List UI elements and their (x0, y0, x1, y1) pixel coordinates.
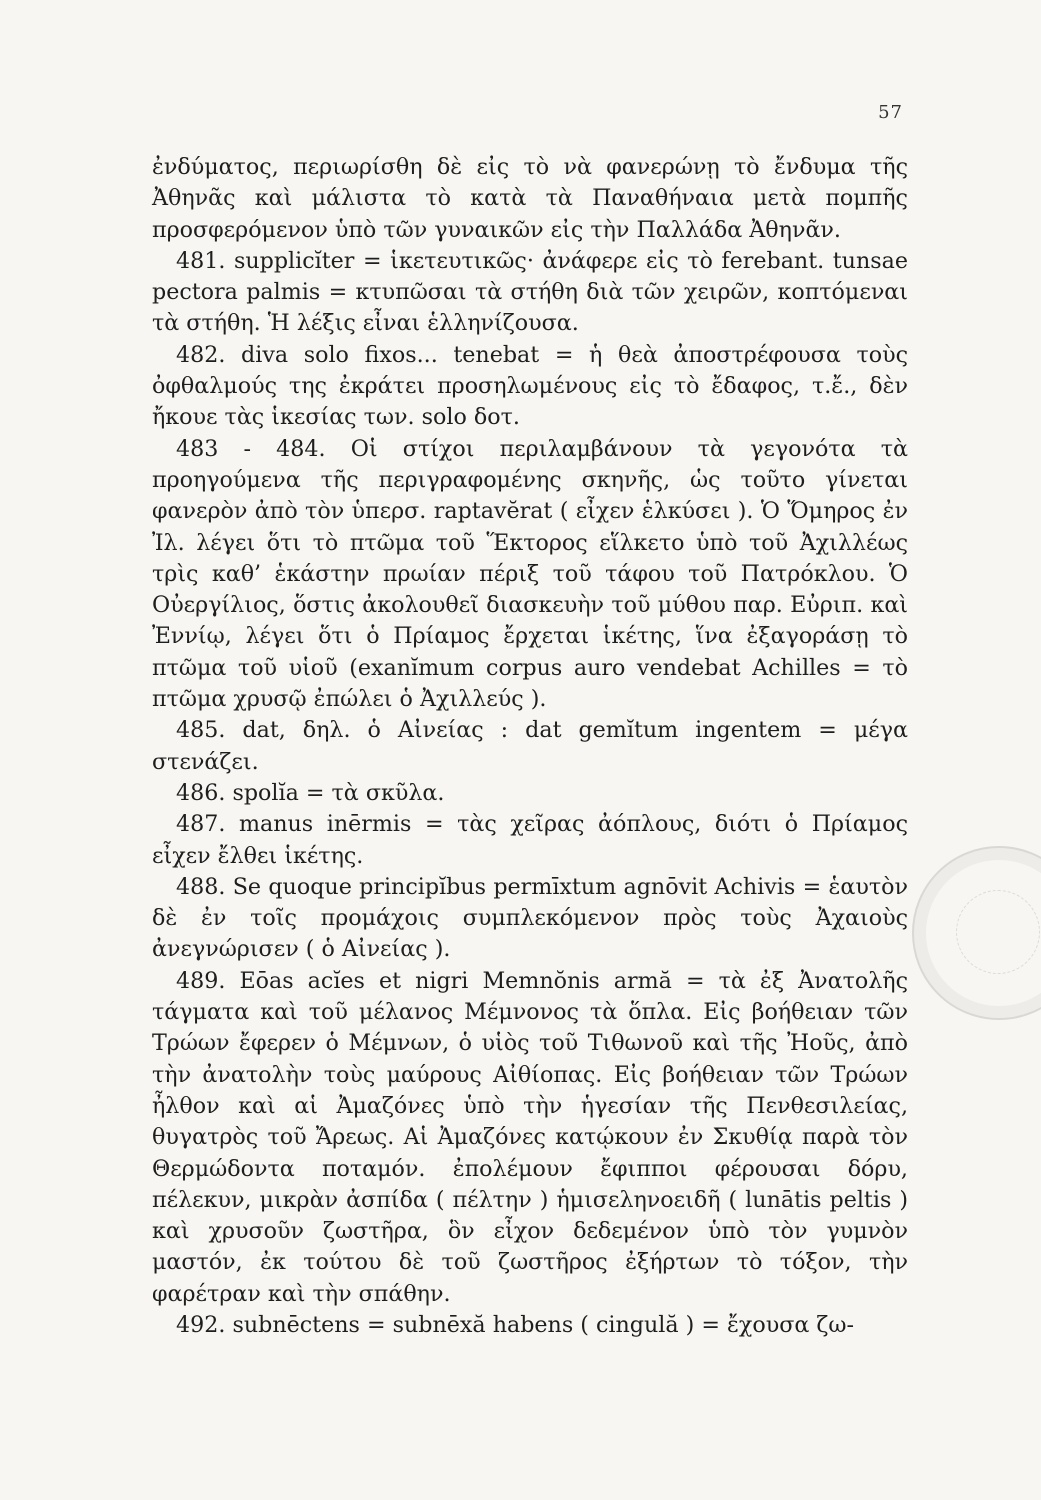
paragraph-492: 492. subnēctens = subnēxă habens ( cingulă ) = ἔχουσα ζω- (176, 1311, 855, 1338)
page-number: 57 (878, 102, 903, 123)
page-body (152, 152, 908, 1341)
library-stamp (912, 846, 1041, 1020)
paragraph-485: 485. dat, δηλ. ὁ Αἰνείας : dat gemĭtum ingentem = μέγα στενάζει. (152, 717, 908, 775)
paragraph-482: 482. diva solo fixos... tenebat = ἡ θεὰ ἀποστρέφουσα τοὺς ὀφθαλμούς της ἐκράτει προσηλωμένους εἰς τὸ ἔδαφος, τ.ἔ., δὲν ἤκουε τὰς ἱκεσίας των. solo δοτ. (152, 341, 908, 431)
paragraph-481: 481. supplicĭter = ἱκετευτικῶς· ἀνάφερε εἰς τὸ ferebant. tunsae pectora palmis = κτυπῶσαι τὰ στήθη διὰ τῶν χειρῶν, κοπτόμεναι τὰ στήθη. Ἡ λέξις εἶναι ἑλληνίζουσα. (152, 247, 908, 337)
paragraph-486: 486. spolĭa = τὰ σκῦλα. (176, 779, 445, 806)
paragraph-489: 489. Eōas acĭes et nigri Memnŏnis armă = τὰ ἐξ Ἀνατολῆς τάγματα καὶ τοῦ μέλανος Μέμνονος τὰ ὅπλα. Εἰς βοήθειαν τῶν Τρώων ἔφερεν ὁ Μέμνων, ὁ υἱὸς τοῦ Τιθωνοῦ καὶ τῆς Ἠοῦς, ἀπὸ τὴν ἀνατολὴν τοὺς μαύρους Αἰθίοπας. Εἰς βοήθειαν τῶν Τρώων ἦλθον καὶ αἱ Ἀμαζόνες ὑπὸ τὴν ἡγεσίαν τῆς Πενθεσιλείας, θυγατρὸς τοῦ Ἄρεως. Αἱ Ἀμαζόνες κατῴκουν ἐν Σκυθίᾳ παρὰ τὸν Θερμώδοντα ποταμόν. ἐπολέμουν ἔφιπποι φέρουσαι δόρυ, πέλεκυν, μικρὰν ἀσπίδα ( πέλτην ) ἡμισεληνοειδῆ ( lunātis peltis ) καὶ χρυσοῦν ζωστῆρα, ὃν εἶχον δεδεμένον ὑπὸ τὸν γυμνὸν μαστόν, ἐκ τούτου δὲ τοῦ ζωστῆρος ἐξήρτων τὸ τόξον, τὴν φαρέτραν καὶ τὴν σπάθην. (152, 967, 908, 1307)
paragraph-487: 487. manus inērmis = τὰς χεῖρας ἀόπλους, διότι ὁ Πρίαμος εἶχεν ἔλθει ἱκέτης. (152, 811, 908, 869)
paragraph-488: 488. Se quoque principĭbus permīxtum agnōvit Achivis = ἑαυτὸν δὲ ἐν τοῖς προμάχοις συμπλεκόμενον πρὸς τοὺς Ἀχαιοὺς ἀνεγνώρισεν ( ὁ Αἰνείας ). (152, 873, 908, 963)
paragraph-483-484: 483 - 484. Οἱ στίχοι περιλαμβάνουν τὰ γεγονότα τὰ προηγούμενα τῆς περιγραφομένης σκηνῆς, ὡς τοῦτο γίνεται φανερὸν ἀπὸ τὸν ὑπερσ. raptavĕrat ( εἶχεν ἑλκύσει ). Ὁ Ὅμηρος ἐν Ἰλ. λέγει ὅτι τὸ πτῶμα τοῦ Ἕκτορος εἵλκετο ὑπὸ τοῦ Ἀχιλλέως τρὶς καθ’ ἑκάστην πρωίαν πέριξ τοῦ τάφου τοῦ Πατρόκλου. Ὁ Οὐεργίλιος, ὅστις ἀκολουθεῖ διασκευὴν τοῦ μύθου παρ. Εὐριπ. καὶ Ἐννίῳ, λέγει ὅτι ὁ Πρίαμος ἔρχεται ἱκέτης, ἵνα ἐξαγοράσῃ τὸ πτῶμα τοῦ υἱοῦ (exanĭmum corpus auro vendebat Achilles = τὸ πτῶμα χρυσῷ ἐπώλει ὁ Ἀχιλλεύς ). (152, 435, 908, 713)
paragraph-continuation: ἐνδύματος, περιωρίσθη δὲ εἰς τὸ νὰ φανερώνῃ τὸ ἔνδυμα τῆς Ἀθηνᾶς καὶ μάλιστα τὸ κατὰ τὰ Παναθήναια μετὰ πομπῆς προσφερόμενον ὑπὸ τῶν γυναικῶν εἰς τὴν Παλλάδα Ἀθηνᾶν. (152, 154, 908, 243)
